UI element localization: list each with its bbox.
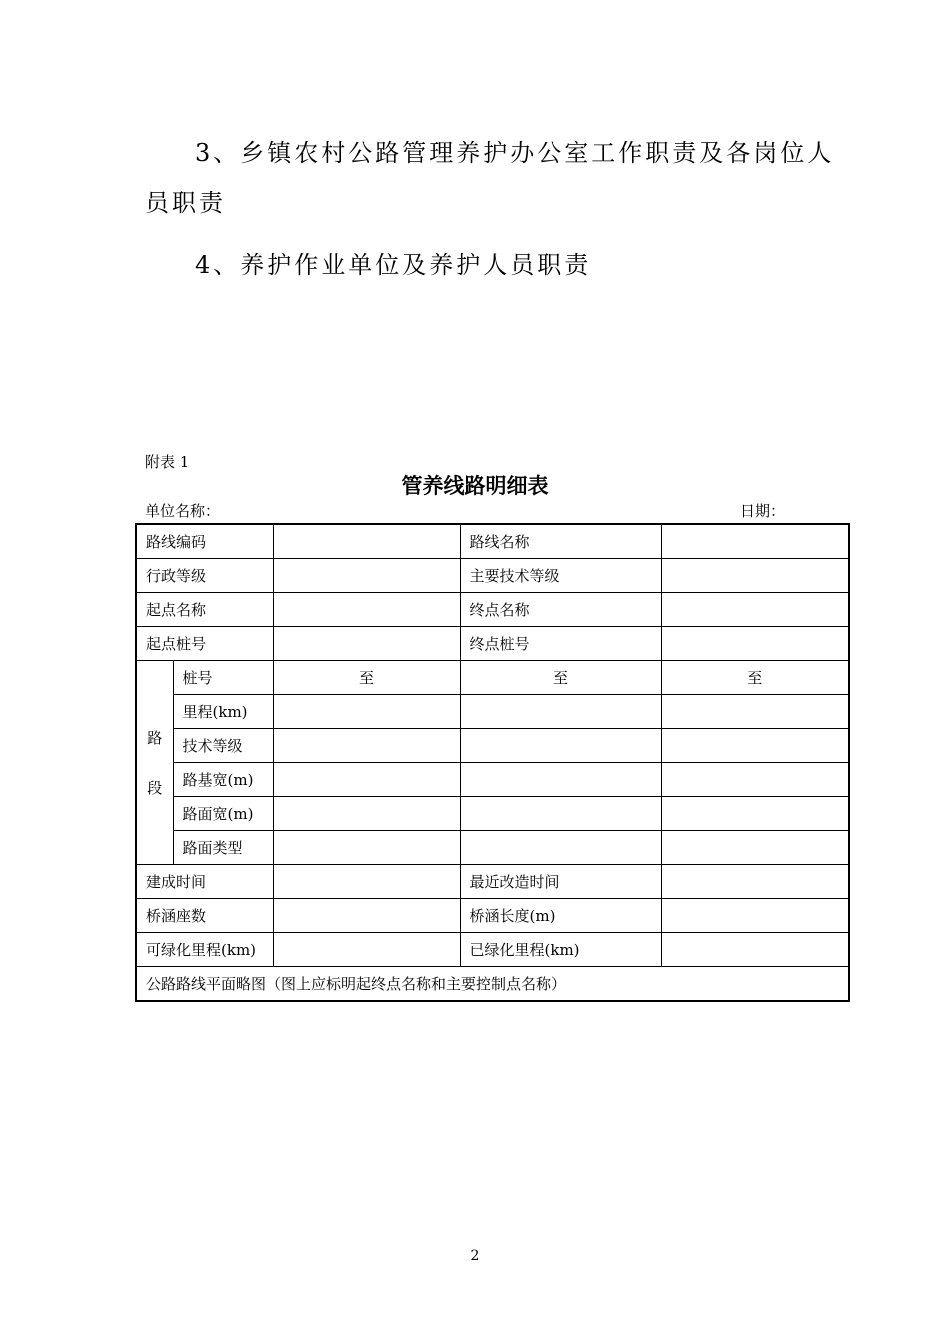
mileage-value-3[interactable] — [661, 695, 849, 729]
table-row — [136, 627, 849, 661]
table-row — [136, 593, 849, 627]
paragraph-item-4: 4、养护作业单位及养护人员职责 — [195, 251, 592, 279]
start-name-value[interactable] — [273, 593, 460, 627]
table-row — [136, 524, 849, 559]
mileage-label: 里程(km) — [173, 695, 273, 729]
table-row — [136, 831, 849, 865]
route-detail-table — [135, 523, 850, 1002]
greenable-mileage-label: 可绿化里程(km) — [136, 933, 273, 967]
subgrade-width-value-1[interactable] — [273, 763, 460, 797]
tech-grade-value-2[interactable] — [460, 729, 661, 763]
table-row — [136, 865, 849, 899]
greened-mileage-value[interactable] — [661, 933, 849, 967]
unit-name-label: 单位名称： — [145, 502, 221, 520]
segment-char-1: 路 — [147, 728, 163, 747]
mileage-value-2[interactable] — [460, 695, 661, 729]
paragraph-item-3-line2: 员职责 — [145, 189, 226, 217]
bridge-count-value[interactable] — [273, 899, 460, 933]
road-code-label: 路线编码 — [136, 524, 273, 559]
main-tech-grade-label: 主要技术等级 — [460, 559, 661, 593]
route-sketch-note: 公路路线平面略图（图上应标明起终点名称和主要控制点名称） — [136, 967, 849, 1002]
table-row — [136, 729, 849, 763]
greenable-mileage-value[interactable] — [273, 933, 460, 967]
start-name-label: 起点名称 — [136, 593, 273, 627]
start-stake-label: 起点桩号 — [136, 627, 273, 661]
latest-rebuild-time-value[interactable] — [661, 865, 849, 899]
bridge-length-value[interactable] — [661, 899, 849, 933]
pavement-width-value-2[interactable] — [460, 797, 661, 831]
admin-grade-label: 行政等级 — [136, 559, 273, 593]
built-time-value[interactable] — [273, 865, 460, 899]
stake-no-label: 桩号 — [173, 661, 273, 695]
table-row — [136, 695, 849, 729]
table-title: 管养线路明细表 — [401, 474, 549, 498]
table-row — [136, 899, 849, 933]
end-stake-label: 终点桩号 — [460, 627, 661, 661]
pavement-type-value-2[interactable] — [460, 831, 661, 865]
table-row — [136, 661, 849, 695]
start-stake-value[interactable] — [273, 627, 460, 661]
table-row — [136, 763, 849, 797]
latest-rebuild-time-label: 最近改造时间 — [460, 865, 661, 899]
pavement-type-value-1[interactable] — [273, 831, 460, 865]
bridge-count-label: 桥涵座数 — [136, 899, 273, 933]
bridge-length-label: 桥涵长度(m) — [460, 899, 661, 933]
pavement-width-label: 路面宽(m) — [173, 797, 273, 831]
mileage-value-1[interactable] — [273, 695, 460, 729]
tech-grade-label: 技术等级 — [173, 729, 273, 763]
table-row — [136, 967, 849, 1002]
date-label: 日期： — [740, 502, 786, 520]
main-tech-grade-value[interactable] — [661, 559, 849, 593]
pavement-width-value-3[interactable] — [661, 797, 849, 831]
end-stake-value[interactable] — [661, 627, 849, 661]
table-row — [136, 559, 849, 593]
pavement-width-value-1[interactable] — [273, 797, 460, 831]
built-time-label: 建成时间 — [136, 865, 273, 899]
pavement-type-value-3[interactable] — [661, 831, 849, 865]
tech-grade-value-1[interactable] — [273, 729, 460, 763]
stake-range-2[interactable]: 至 — [460, 661, 661, 695]
subgrade-width-value-3[interactable] — [661, 763, 849, 797]
road-name-label: 路线名称 — [460, 524, 661, 559]
road-name-value[interactable] — [661, 524, 849, 559]
greened-mileage-label: 已绿化里程(km) — [460, 933, 661, 967]
segment-label — [136, 661, 173, 865]
table-row — [136, 933, 849, 967]
pavement-type-label: 路面类型 — [173, 831, 273, 865]
page-number: 2 — [470, 1248, 480, 1264]
stake-range-1[interactable]: 至 — [273, 661, 460, 695]
annex-label: 附表 1 — [145, 453, 190, 471]
end-name-label: 终点名称 — [460, 593, 661, 627]
table-row — [136, 797, 849, 831]
paragraph-item-3-line1: 3、乡镇农村公路管理养护办公室工作职责及各岗位人 — [195, 139, 835, 167]
road-code-value[interactable] — [273, 524, 460, 559]
subgrade-width-label: 路基宽(m) — [173, 763, 273, 797]
end-name-value[interactable] — [661, 593, 849, 627]
segment-char-2: 段 — [147, 778, 163, 797]
stake-range-3[interactable]: 至 — [661, 661, 849, 695]
subgrade-width-value-2[interactable] — [460, 763, 661, 797]
tech-grade-value-3[interactable] — [661, 729, 849, 763]
admin-grade-value[interactable] — [273, 559, 460, 593]
